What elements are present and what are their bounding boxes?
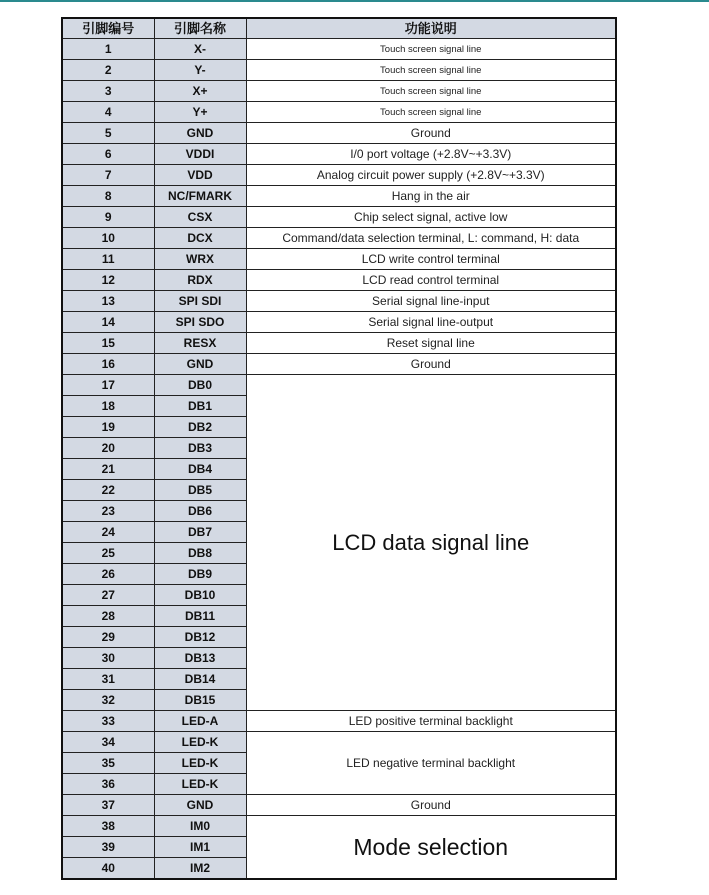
pin-number: 5 [62, 123, 154, 144]
pin-number: 19 [62, 417, 154, 438]
pin-function: Reset signal line [246, 333, 616, 354]
pin-function: Ground [246, 795, 616, 816]
pin-number: 35 [62, 753, 154, 774]
pin-function: LCD read control terminal [246, 270, 616, 291]
table-row [62, 81, 616, 102]
pin-number: 37 [62, 795, 154, 816]
pin-number: 28 [62, 606, 154, 627]
pin-function: Serial signal line-output [246, 312, 616, 333]
pin-number: 40 [62, 858, 154, 880]
pin-number: 7 [62, 165, 154, 186]
pin-number: 14 [62, 312, 154, 333]
table-header-row [62, 18, 616, 39]
pin-name: CSX [154, 207, 246, 228]
pin-function-merged: Mode selection [246, 816, 616, 880]
pin-name: WRX [154, 249, 246, 270]
table-row [62, 228, 616, 249]
table-row [62, 60, 616, 81]
pin-number: 21 [62, 459, 154, 480]
pin-number: 17 [62, 375, 154, 396]
pin-name: Y- [154, 60, 246, 81]
pin-number: 6 [62, 144, 154, 165]
pin-function-merged: LED negative terminal backlight [246, 732, 616, 795]
header-pin-name: 引脚名称 [154, 18, 246, 39]
pin-name: Y+ [154, 102, 246, 123]
pin-function: LCD write control terminal [246, 249, 616, 270]
pin-name: VDD [154, 165, 246, 186]
table-row [62, 123, 616, 144]
pin-name: IM0 [154, 816, 246, 837]
table-row [62, 165, 616, 186]
pin-number: 23 [62, 501, 154, 522]
pin-number: 32 [62, 690, 154, 711]
pin-function: Touch screen signal line [246, 81, 616, 102]
pin-function: Chip select signal, active low [246, 207, 616, 228]
pin-name: GND [154, 354, 246, 375]
table-row [62, 102, 616, 123]
pin-name: DB8 [154, 543, 246, 564]
pin-number: 30 [62, 648, 154, 669]
pin-number: 13 [62, 291, 154, 312]
table-row [62, 249, 616, 270]
table-row [62, 207, 616, 228]
pin-name: DB4 [154, 459, 246, 480]
header-function: 功能说明 [246, 18, 616, 39]
table-row [62, 816, 616, 837]
pin-number: 39 [62, 837, 154, 858]
pin-number: 11 [62, 249, 154, 270]
pin-name: DB12 [154, 627, 246, 648]
pin-name: RDX [154, 270, 246, 291]
pin-number: 22 [62, 480, 154, 501]
pin-name: DB7 [154, 522, 246, 543]
pin-number: 15 [62, 333, 154, 354]
table-row [62, 144, 616, 165]
pin-number: 18 [62, 396, 154, 417]
table-row [62, 354, 616, 375]
pin-name: GND [154, 123, 246, 144]
pin-name: RESX [154, 333, 246, 354]
pin-function: Ground [246, 354, 616, 375]
pin-name: DB2 [154, 417, 246, 438]
pin-name: DB13 [154, 648, 246, 669]
pin-number: 20 [62, 438, 154, 459]
table-row [62, 795, 616, 816]
table-row [62, 312, 616, 333]
pin-number: 36 [62, 774, 154, 795]
pin-function: Command/data selection terminal, L: command, H: data [246, 228, 616, 249]
pin-name: LED-K [154, 774, 246, 795]
pin-number: 29 [62, 627, 154, 648]
pin-definition-table [61, 17, 617, 880]
pin-function: Touch screen signal line [246, 102, 616, 123]
pin-number: 16 [62, 354, 154, 375]
pin-name: LED-A [154, 711, 246, 732]
pin-name: DB3 [154, 438, 246, 459]
table-row [62, 291, 616, 312]
pin-number: 12 [62, 270, 154, 291]
pin-number: 31 [62, 669, 154, 690]
top-rule [0, 0, 709, 2]
pin-name: DB11 [154, 606, 246, 627]
pin-name: X- [154, 39, 246, 60]
pin-function: LED positive terminal backlight [246, 711, 616, 732]
pin-number: 3 [62, 81, 154, 102]
pin-name: LED-K [154, 732, 246, 753]
pin-function: Hang in the air [246, 186, 616, 207]
table-row [62, 732, 616, 753]
pin-name: SPI SDO [154, 312, 246, 333]
pin-number: 1 [62, 39, 154, 60]
pin-function: I/0 port voltage (+2.8V~+3.3V) [246, 144, 616, 165]
pin-function: Touch screen signal line [246, 39, 616, 60]
pin-number: 10 [62, 228, 154, 249]
pin-name: SPI SDI [154, 291, 246, 312]
pin-function: Analog circuit power supply (+2.8V~+3.3V) [246, 165, 616, 186]
table-row [62, 186, 616, 207]
pin-number: 2 [62, 60, 154, 81]
pin-name: DB10 [154, 585, 246, 606]
pin-name: DB6 [154, 501, 246, 522]
pin-name: VDDI [154, 144, 246, 165]
pin-name: IM1 [154, 837, 246, 858]
pin-name: GND [154, 795, 246, 816]
pin-number: 33 [62, 711, 154, 732]
pin-name: NC/FMARK [154, 186, 246, 207]
pin-number: 8 [62, 186, 154, 207]
pin-number: 34 [62, 732, 154, 753]
pin-name: DB9 [154, 564, 246, 585]
pin-number: 26 [62, 564, 154, 585]
pin-number: 9 [62, 207, 154, 228]
pin-name: DB15 [154, 690, 246, 711]
pin-name: DB0 [154, 375, 246, 396]
table-row [62, 375, 616, 396]
pin-function-merged: LCD data signal line [246, 375, 616, 711]
header-pin-number: 引脚编号 [62, 18, 154, 39]
pin-number: 27 [62, 585, 154, 606]
pin-name: X+ [154, 81, 246, 102]
pin-name: DB1 [154, 396, 246, 417]
pin-number: 38 [62, 816, 154, 837]
pin-name: DCX [154, 228, 246, 249]
pin-number: 4 [62, 102, 154, 123]
pin-name: IM2 [154, 858, 246, 880]
table-row [62, 333, 616, 354]
pin-number: 25 [62, 543, 154, 564]
pin-name: LED-K [154, 753, 246, 774]
table-row [62, 270, 616, 291]
pin-function: Touch screen signal line [246, 60, 616, 81]
pin-number: 24 [62, 522, 154, 543]
pin-function: Ground [246, 123, 616, 144]
pin-name: DB5 [154, 480, 246, 501]
table-row [62, 711, 616, 732]
table-row [62, 39, 616, 60]
pin-function: Serial signal line-input [246, 291, 616, 312]
pin-name: DB14 [154, 669, 246, 690]
